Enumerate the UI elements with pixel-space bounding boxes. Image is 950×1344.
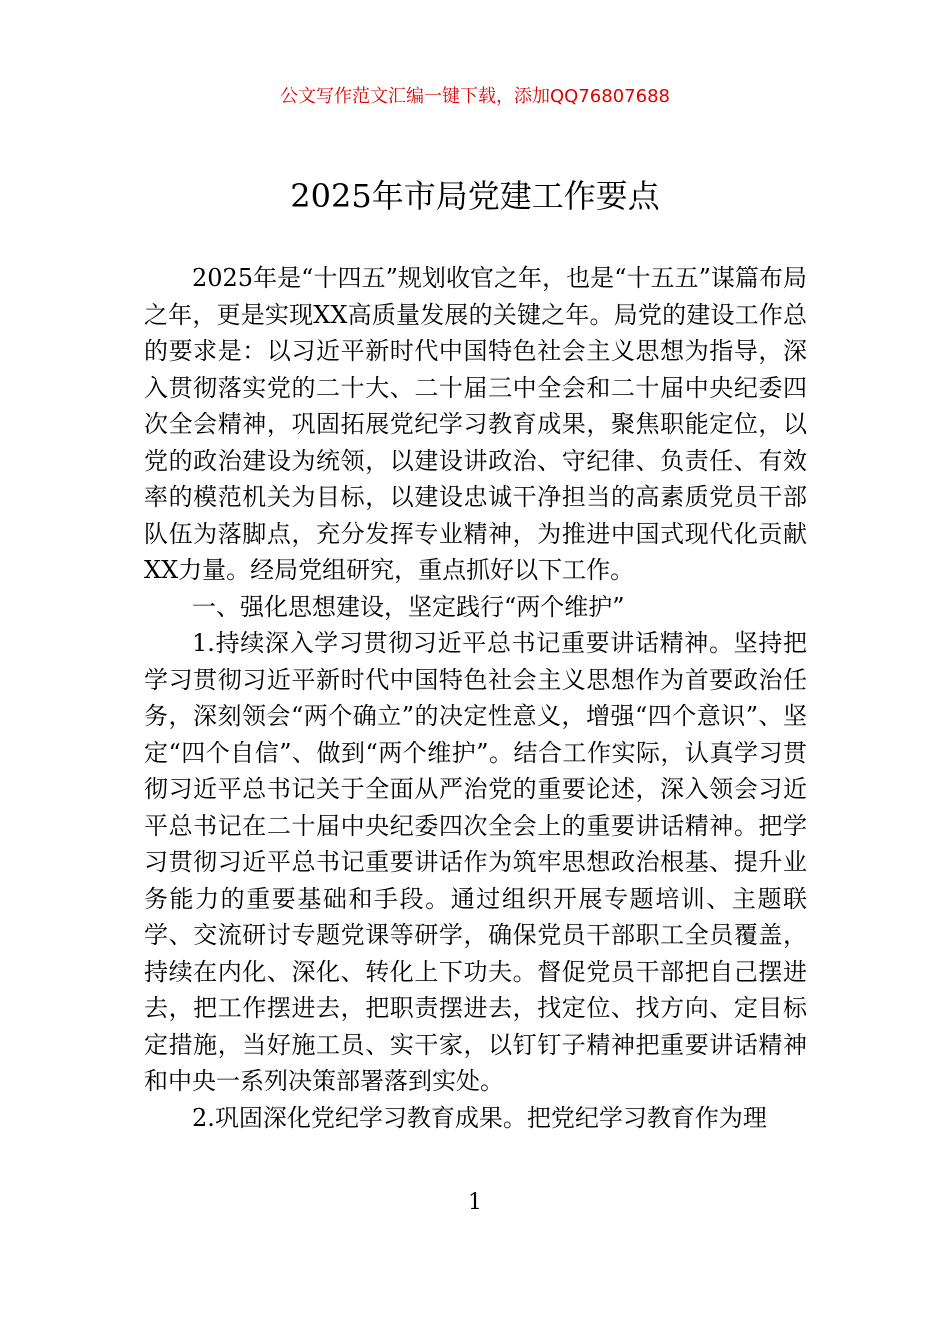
watermark-text: 公文写作范文汇编一键下载，添加QQ76807688 bbox=[280, 86, 670, 107]
intro-paragraph: 2025年是“十四五”规划收官之年，也是“十五五”谋篇布局之年，更是实现XX高质量发展的关键之年。局党的建设工作总的要求是：以习近平新时代中国特色社会主义思想为指导，深入贯彻落实党的二十大、二十届三中全会和二十届中央纪委四次全会精神，巩固拓展党纪学习教育成果，聚焦职能定位，以党的政治建设为统领，以建设讲政治、守纪律、负责任、有效率的模范机关为目标，以建设忠诚干净担当的高素质党员干部队伍为落脚点，充分发挥专业精神，为推进中国式现代化贡献XX力量。经局党组研究，重点抓好以下工作。 bbox=[144, 264, 807, 584]
document-body bbox=[144, 260, 807, 1136]
section-heading-1: 一、强化思想建设，坚定践行“两个维护” bbox=[192, 592, 625, 621]
item-paragraph-2: 2.巩固深化党纪学习教育成果。把党纪学习教育作为理 bbox=[192, 1103, 767, 1132]
item-paragraph-1: 1.持续深入学习贯彻习近平总书记重要讲话精神。坚持把学习贯彻习近平新时代中国特色社会主义思想作为首要政治任务，深刻领会“两个确立”的决定性意义，增强“四个意识”、坚定“四个自信”、做到“两个维护”。结合工作实际，认真学习贯彻习近平总书记关于全面从严治党的重要论述，深入领会习近平总书记在二十届中央纪委四次全会上的重要讲话精神。把学习贯彻习近平总书记重要讲话作为筑牢思想政治根基、提升业务能力的重要基础和手段。通过组织开展专题培训、主题联学、交流研讨专题党课等研学，确保党员干部职工全员覆盖，持续在内化、深化、转化上下功夫。督促党员干部把自己摆进去，把工作摆进去，把职责摆进去，找定位、找方向、定目标定措施，当好施工员、实干家，以钉钉子精神把重要讲话精神和中央一系列决策部署落到实处。 bbox=[144, 629, 807, 1095]
document-title: 2025年市局党建工作要点 bbox=[290, 177, 660, 215]
page-number: 1 bbox=[468, 1190, 482, 1215]
